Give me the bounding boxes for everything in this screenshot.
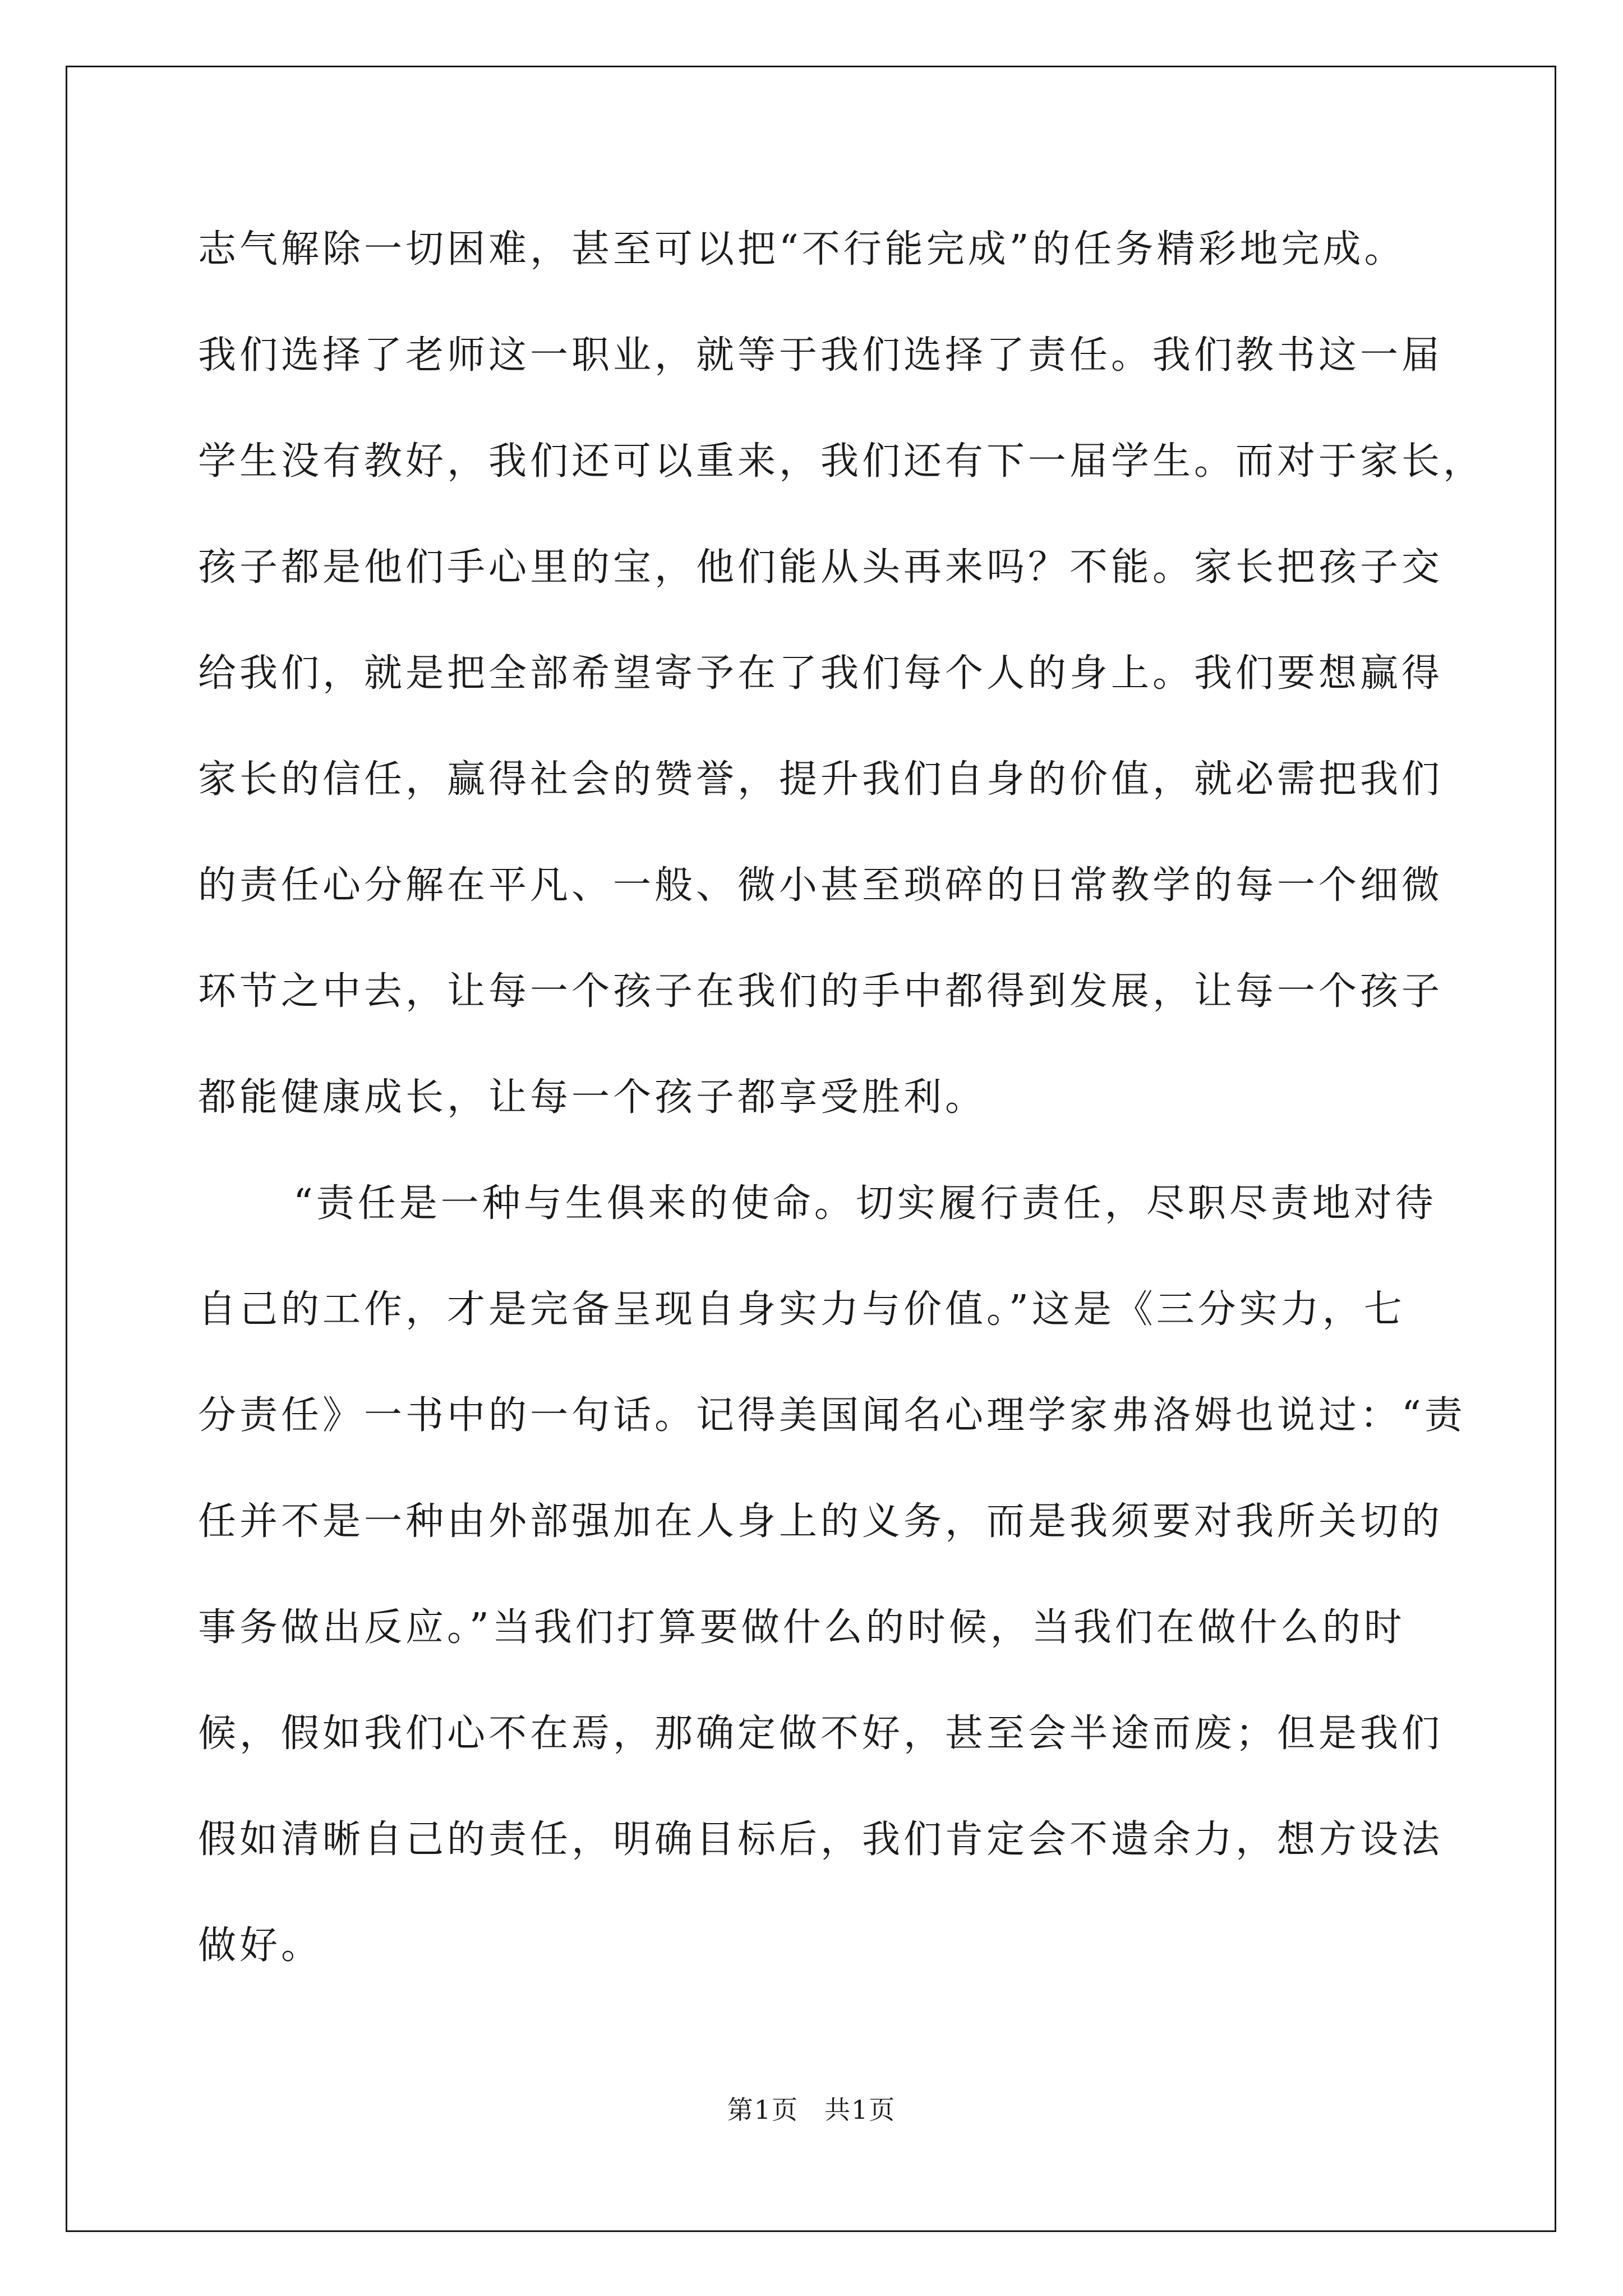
text-line: 学生没有教好，我们还可以重来，我们还有下一届学生。而对于家长， (198, 439, 1485, 484)
text-line: 我们选择了老师这一职业，就等于我们选择了责任。我们教书这一届 (198, 333, 1444, 378)
page-number-total: 共1页 (824, 2095, 896, 2125)
text-line: 做好。 (198, 1924, 323, 1968)
text-line: 志气解除一切困难，甚至可以把“不行能完成”的任务精彩地完成。 (198, 227, 1406, 272)
text-line: 任并不是一种由外部强加在人身上的义务，而是我须要对我所关切的 (198, 1499, 1444, 1544)
text-line: 候，假如我们心不在焉，那确定做不好，甚至会半途而废；但是我们 (198, 1711, 1444, 1756)
page-footer (0, 2090, 1623, 2127)
paragraph-2 (198, 302, 1485, 1151)
text-line: 的责任心分解在平凡、一般、微小甚至琐碎的日常教学的每一个细微 (198, 863, 1444, 908)
paragraph-1 (198, 196, 1437, 302)
text-line: 事务做出反应。”当我们打算要做什么的时候，当我们在做什么的时 (198, 1605, 1405, 1650)
page-number-current: 第1页 (727, 2095, 799, 2125)
text-line: 都能健康成长，让每一个孩子都享受胜利。 (198, 1075, 987, 1120)
text-line: 孩子都是他们手心里的宝，他们能从头再来吗？不能。家长把孩子交 (198, 545, 1444, 590)
text-line: 家长的信任，赢得社会的赞誉，提升我们自身的价值，就必需把我们 (198, 757, 1444, 802)
document-body (198, 196, 1485, 1999)
text-line: 环节之中去，让每一个孩子在我们的手中都得到发展，让每一个孩子 (198, 969, 1444, 1014)
text-line: “责任是一种与生俱来的使命。切实履行责任，尽职尽责地对待 (293, 1181, 1437, 1226)
paragraph-3 (198, 1151, 1466, 1999)
text-line: 假如清晰自己的责任，明确目标后，我们肯定会不遗余力，想方设法 (198, 1818, 1444, 1862)
text-line: 给我们，就是把全部希望寄予在了我们每个人的身上。我们要想赢得 (198, 651, 1444, 696)
text-line: 分责任》一书中的一句话。记得美国闻名心理学家弗洛姆也说过：“责 (198, 1393, 1466, 1438)
text-line: 自己的工作，才是完备呈现自身实力与价值。”这是《三分实力，七 (198, 1287, 1405, 1332)
